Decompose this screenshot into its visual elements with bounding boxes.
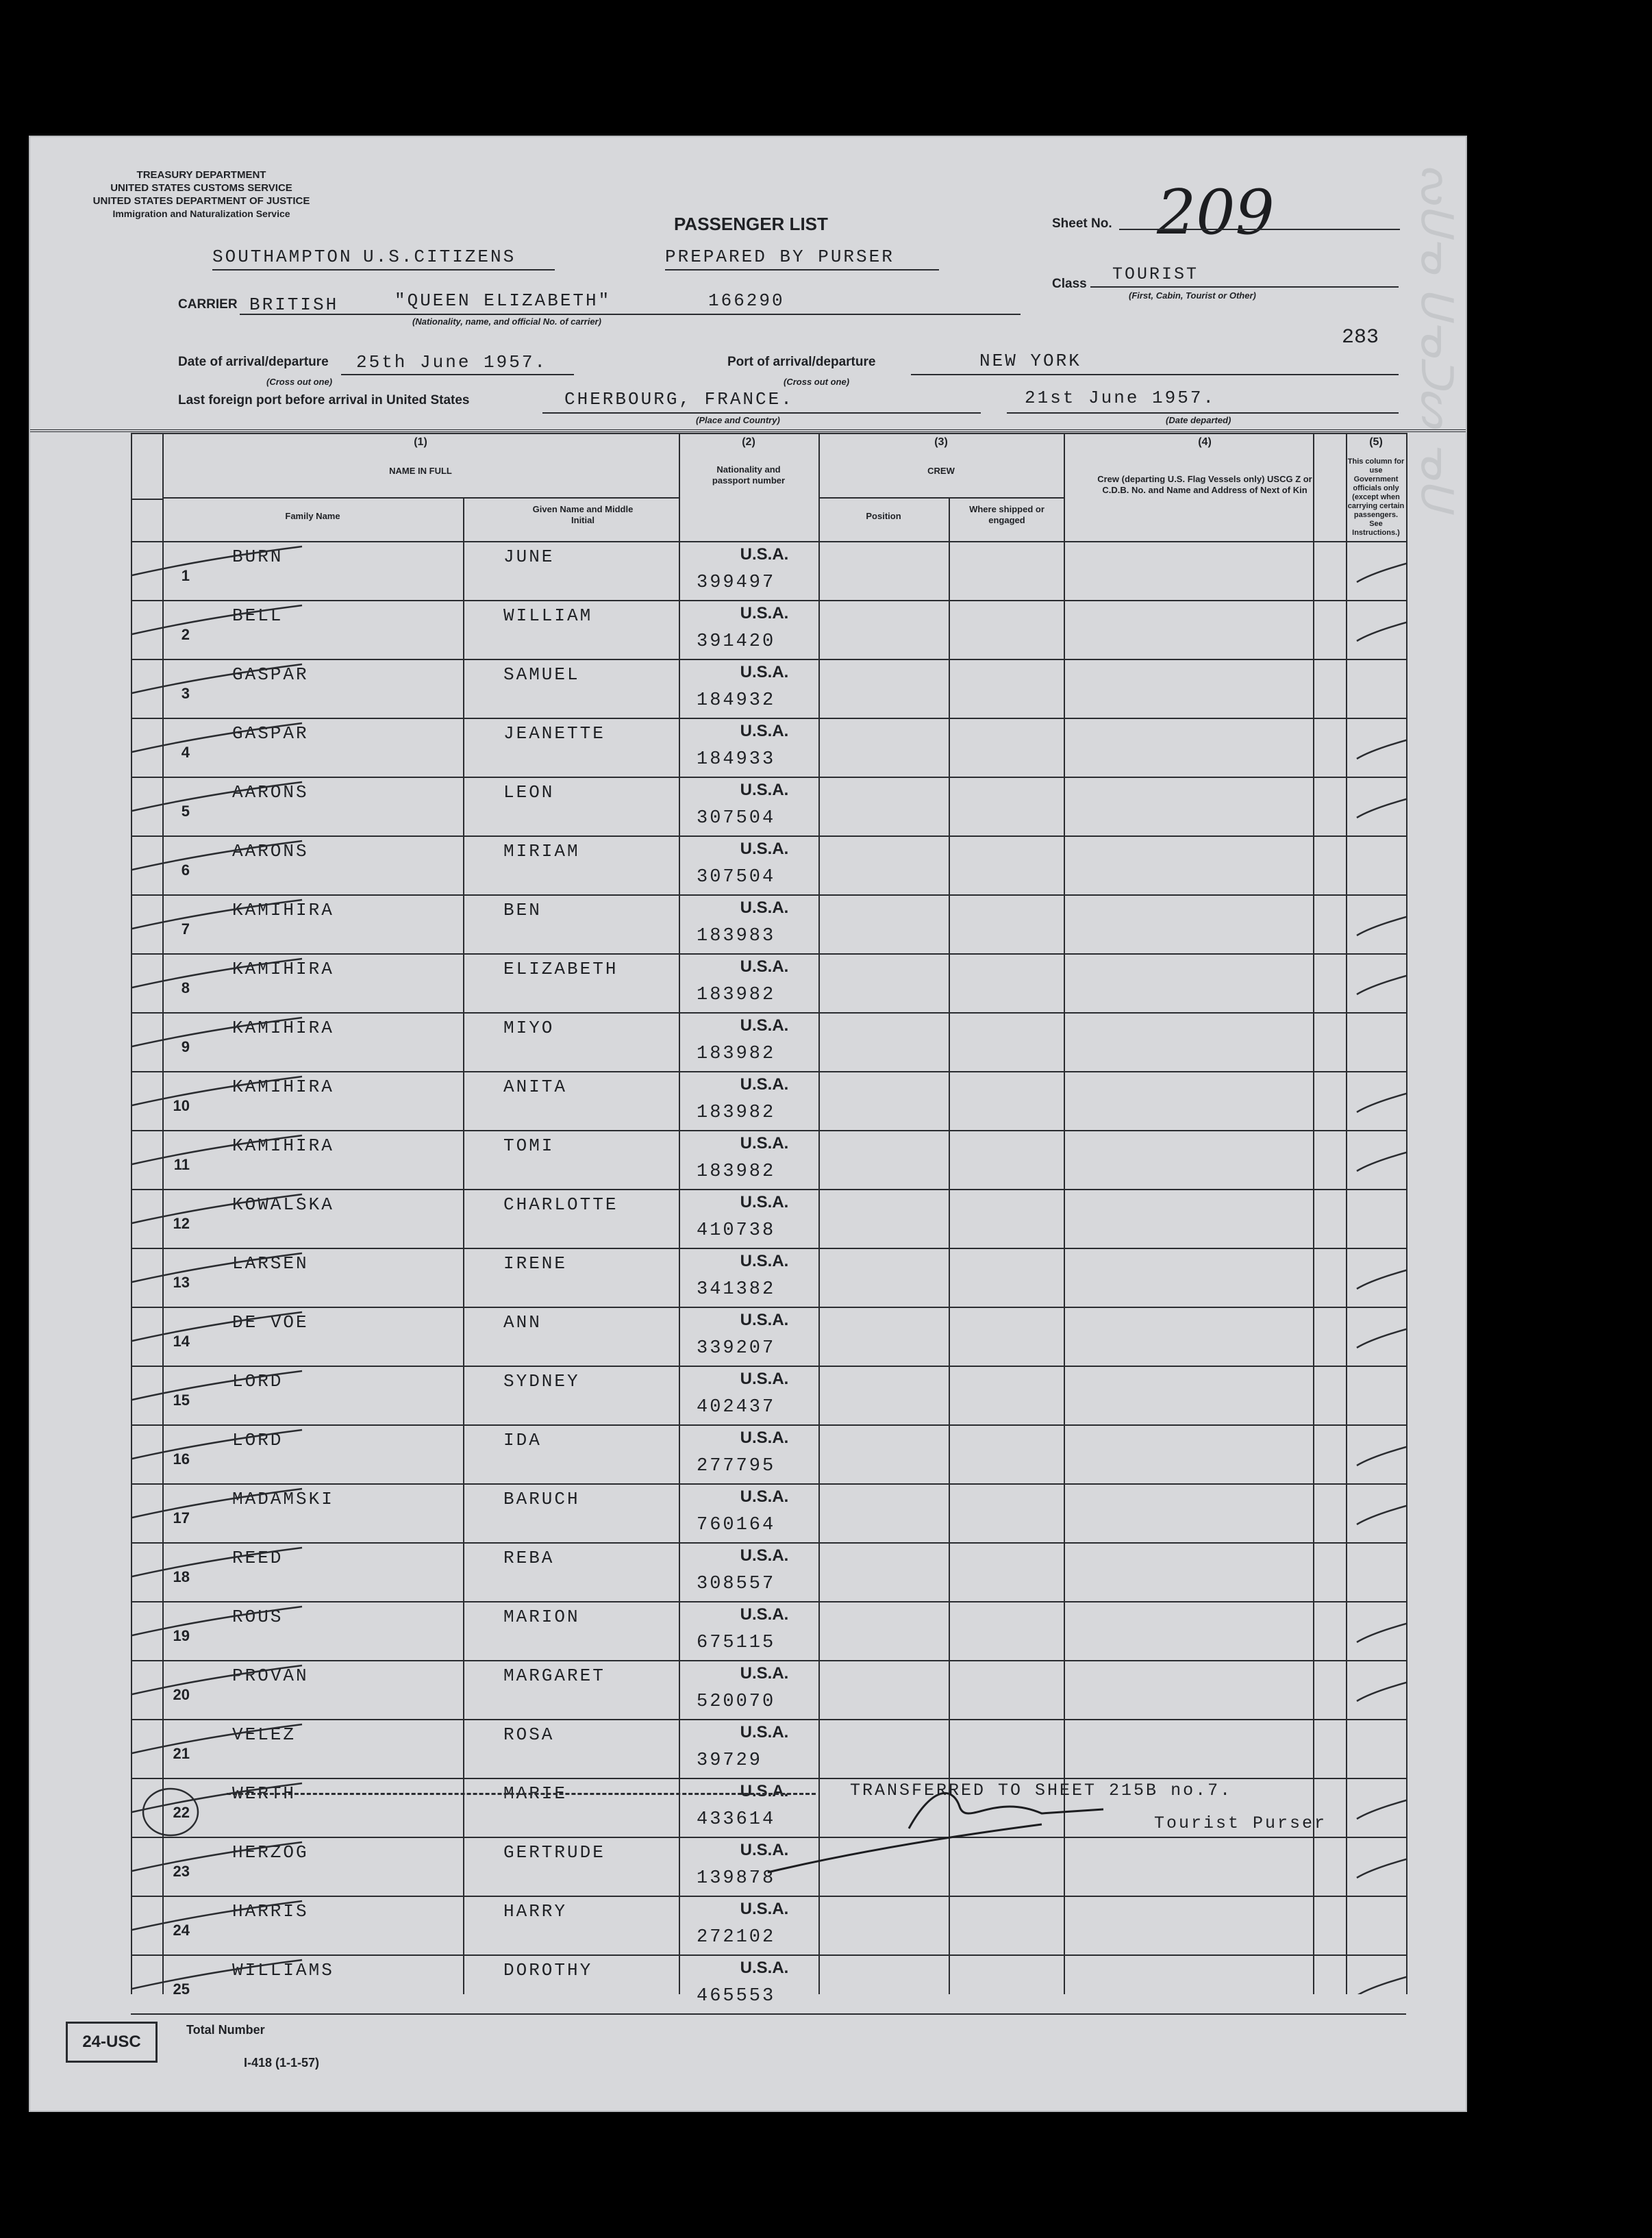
passport-number: 183982 [697, 1044, 776, 1064]
col5-title: This column for use Government officials only (except when carrying certain passengers. See Instructions.) [1347, 457, 1405, 537]
check-mark [131, 1842, 302, 1883]
agency-line: UNITED STATES CUSTOMS SERVICE [110, 182, 292, 194]
official-check-mark [1357, 615, 1406, 641]
passenger-table [131, 433, 1406, 2007]
official-check-mark [1357, 909, 1406, 935]
row-number: 7 [181, 920, 190, 938]
given-name: MIRIAM [503, 841, 580, 862]
arrival-label: Date of arrival/departure [178, 355, 329, 369]
check-mark [131, 664, 302, 705]
col4-number: (4) [1198, 436, 1212, 448]
given-name: TOMI [503, 1135, 555, 1156]
citizens-label: U.S.CITIZENS [363, 247, 516, 267]
carrier-nationality: BRITISH [249, 294, 339, 315]
given-name: SYDNEY [503, 1371, 580, 1392]
nationality: U.S.A. [740, 1841, 789, 1859]
check-mark [131, 723, 302, 764]
nationality: U.S.A. [740, 1487, 789, 1506]
handwritten-marks [131, 433, 1406, 1994]
passenger-list-sheet [29, 136, 1467, 2112]
nationality: U.S.A. [740, 957, 789, 976]
check-mark [131, 1312, 302, 1353]
family-name: DE VOE [232, 1312, 309, 1333]
given-name: MARIE [503, 1783, 568, 1804]
row-number: 19 [173, 1627, 190, 1644]
total-number-label: Total Number [186, 2023, 265, 2037]
nationality: U.S.A. [740, 898, 789, 917]
check-mark [131, 959, 302, 1000]
nationality: U.S.A. [740, 1193, 789, 1211]
check-mark [131, 1194, 302, 1235]
col1-title: NAME IN FULL [389, 466, 452, 476]
check-mark [131, 546, 302, 588]
given-name: IDA [503, 1430, 542, 1450]
nationality: U.S.A. [740, 1134, 789, 1153]
nationality: U.S.A. [740, 1900, 789, 1918]
sheet-no: 209 [1157, 177, 1275, 249]
family-name: AARONS [232, 841, 309, 862]
check-mark [131, 1665, 302, 1707]
family-name: KOWALSKA [232, 1194, 334, 1215]
passport-number: 402437 [697, 1397, 776, 1418]
family-name: HERZOG [232, 1842, 309, 1863]
given-name: MARION [503, 1607, 580, 1627]
given-name: JEANETTE [503, 723, 605, 744]
agency-block [78, 168, 325, 221]
class-label: Class [1052, 277, 1087, 291]
class-value: TOURIST [1112, 264, 1199, 284]
carrier-label: CARRIER [178, 297, 238, 312]
official-check-mark [1357, 556, 1406, 582]
row-number: 5 [181, 803, 190, 820]
given-name: MIYO [503, 1018, 555, 1038]
official-check-mark [1357, 1322, 1406, 1348]
passport-number: 675115 [697, 1633, 776, 1653]
prepared-by: PREPARED BY PURSER [665, 247, 894, 267]
check-mark [131, 1607, 302, 1648]
family-name: GASPAR [232, 664, 309, 685]
carrier-hint: (Nationality, name, and official No. of carrier) [412, 316, 601, 327]
family-name: KAMIHIRA [232, 1018, 334, 1038]
departed-date: 21st June 1957. [1025, 388, 1216, 408]
check-mark [131, 1489, 302, 1530]
given-name: ANN [503, 1312, 542, 1333]
family-name: HARRIS [232, 1901, 309, 1922]
check-mark [131, 1077, 302, 1118]
passport-number: 465553 [697, 1986, 776, 2007]
passport-number: 139878 [697, 1868, 776, 1889]
given-name: MARGARET [503, 1665, 605, 1686]
official-check-mark [1357, 1498, 1406, 1524]
sheet-no-label: Sheet No. [1052, 216, 1112, 231]
nationality: U.S.A. [740, 1782, 789, 1800]
passport-number: 183982 [697, 1161, 776, 1182]
bleed-through-text: ᔓᑌᓀ ᑌᓀᑐᔕ ᓀᑌ [1411, 164, 1462, 511]
row-number: 11 [173, 1156, 190, 1173]
family-name: VELEZ [232, 1724, 297, 1745]
nationality: U.S.A. [740, 1664, 789, 1683]
row-number: 24 [173, 1922, 190, 1939]
transfer-note: TRANSFERRED TO SHEET 215B no.7. [850, 1781, 1233, 1800]
given-name: WILLIAM [503, 605, 593, 626]
purser-signature [909, 1793, 1103, 1828]
page-title: PASSENGER LIST [674, 214, 828, 234]
nationality: U.S.A. [740, 1016, 789, 1035]
row-number: 16 [173, 1450, 190, 1468]
usc-stamp: 24-USC [66, 2022, 158, 2063]
agency-line: UNITED STATES DEPARTMENT OF JUSTICE [92, 195, 310, 207]
nationality: U.S.A. [740, 781, 789, 799]
nationality: U.S.A. [740, 1370, 789, 1388]
row-number: 23 [173, 1863, 190, 1880]
passport-number: 399497 [697, 573, 776, 593]
col3-number: (3) [934, 436, 948, 448]
given-name: LEON [503, 782, 555, 803]
agency-line: Immigration and Naturalization Service [112, 208, 290, 219]
row-number: 25 [173, 1981, 190, 1998]
passport-number: 277795 [697, 1456, 776, 1476]
check-mark [131, 782, 302, 823]
nationality: U.S.A. [740, 545, 789, 564]
passport-number: 39729 [697, 1750, 763, 1771]
family-name: PROVAN [232, 1665, 309, 1686]
given-name: IRENE [503, 1253, 568, 1274]
official-no: 166290 [708, 290, 785, 311]
family-name: LARSEN [232, 1253, 309, 1274]
given-name: ANITA [503, 1077, 568, 1097]
col3-title: CREW [927, 466, 955, 476]
nationality: U.S.A. [740, 722, 789, 740]
family-name: ROUS [232, 1607, 284, 1627]
passport-number: 341382 [697, 1279, 776, 1300]
official-check-mark [1357, 1086, 1406, 1112]
row-number: 15 [173, 1392, 190, 1409]
row-number: 3 [181, 685, 190, 702]
check-mark [131, 1960, 302, 1994]
port-from: SOUTHAMPTON [212, 247, 353, 267]
given-name: CHARLOTTE [503, 1194, 618, 1215]
official-check-mark [1357, 1616, 1406, 1642]
row-number: 9 [181, 1038, 190, 1055]
family-name: KAMIHIRA [232, 959, 334, 979]
col-family-name: Family Name [285, 511, 340, 521]
official-check-mark [1357, 1852, 1406, 1878]
nationality: U.S.A. [740, 1546, 789, 1565]
row-number: 2 [181, 626, 190, 643]
row-number: 17 [173, 1509, 190, 1526]
arrival-date: 25th June 1957. [356, 352, 548, 373]
check-mark [131, 900, 302, 941]
passport-number: 760164 [697, 1515, 776, 1535]
class-hint: (First, Cabin, Tourist or Other) [1129, 290, 1256, 301]
row-number: 18 [173, 1568, 190, 1585]
passport-number: 307504 [697, 808, 776, 829]
passport-number: 520070 [697, 1692, 776, 1712]
check-mark [131, 1724, 302, 1765]
purser-note: Tourist Purser [1154, 1813, 1327, 1833]
passport-number: 339207 [697, 1338, 776, 1359]
col2-number: (2) [742, 436, 755, 448]
check-mark [131, 1901, 302, 1942]
check-mark [131, 1371, 302, 1412]
row-number: 20 [173, 1686, 190, 1703]
row-number: 1 [181, 567, 190, 584]
family-name: WERTH [232, 1783, 297, 1804]
official-check-mark [1357, 968, 1406, 994]
row-number: 14 [173, 1333, 190, 1350]
check-mark [131, 605, 302, 646]
passport-number: 272102 [697, 1927, 776, 1948]
official-check-mark [1357, 792, 1406, 818]
passport-number: 308557 [697, 1574, 776, 1594]
stamp-no: 283 [1342, 326, 1379, 349]
given-name: HARRY [503, 1901, 568, 1922]
nationality: U.S.A. [740, 1959, 789, 1977]
nationality: U.S.A. [740, 604, 789, 623]
family-name: KAMIHIRA [232, 900, 334, 920]
row-number: 4 [181, 744, 190, 761]
check-mark [131, 841, 302, 882]
port-value: NEW YORK [979, 351, 1081, 371]
family-name: GASPAR [232, 723, 309, 744]
agency-line: TREASURY DEPARTMENT [136, 169, 266, 181]
family-name: KAMIHIRA [232, 1077, 334, 1097]
row-number: 13 [173, 1274, 190, 1291]
check-mark [131, 1430, 302, 1471]
passport-number: 183982 [697, 985, 776, 1005]
nationality: U.S.A. [740, 1723, 789, 1742]
check-mark [131, 1253, 302, 1294]
check-mark [131, 1548, 302, 1589]
given-name: ROSA [503, 1724, 555, 1745]
family-name: LORD [232, 1371, 284, 1392]
official-check-mark [1357, 1970, 1406, 1994]
port-label: Port of arrival/departure [727, 355, 876, 369]
given-name: GERTRUDE [503, 1842, 605, 1863]
official-check-mark [1357, 733, 1406, 759]
signature-stroke [768, 1824, 1042, 1872]
passport-number: 183983 [697, 926, 776, 946]
official-check-mark [1357, 1675, 1406, 1701]
official-check-mark [1357, 1263, 1406, 1289]
nationality: U.S.A. [740, 1605, 789, 1624]
family-name: MADAMSKI [232, 1489, 334, 1509]
form-number: I-418 (1-1-57) [244, 2056, 320, 2070]
col2-title: Nationality and passport number [712, 464, 786, 486]
check-mark [131, 1018, 302, 1059]
nationality: U.S.A. [740, 663, 789, 681]
given-name: JUNE [503, 546, 555, 567]
family-name: AARONS [232, 782, 309, 803]
passport-number: 307504 [697, 867, 776, 888]
ship-name: "QUEEN ELIZABETH" [395, 290, 612, 311]
official-check-mark [1357, 1439, 1406, 1466]
given-name: BEN [503, 900, 542, 920]
last-port-value: CHERBOURG, FRANCE. [564, 389, 794, 410]
family-name: KAMIHIRA [232, 1135, 334, 1156]
official-check-mark [1357, 1793, 1406, 1819]
row-number: 10 [173, 1097, 190, 1114]
passport-number: 391420 [697, 631, 776, 652]
given-name: REBA [503, 1548, 555, 1568]
official-check-mark [1357, 1145, 1406, 1171]
passport-number: 184932 [697, 690, 776, 711]
col-given-name: Given Name and Middle Initial [532, 504, 634, 525]
row-number: 6 [181, 862, 190, 879]
nationality: U.S.A. [740, 1429, 789, 1447]
passport-number: 410738 [697, 1220, 776, 1241]
nationality: U.S.A. [740, 1075, 789, 1094]
cross-out-hint: (Cross out one) [784, 377, 850, 387]
place-hint: (Place and Country) [696, 415, 780, 425]
passport-number: 183982 [697, 1103, 776, 1123]
col4-title: Crew (departing U.S. Flag Vessels only) USCG Z or C.D.B. No. and Name and Address of Next of Kin [1097, 474, 1312, 495]
circle-mark [143, 1789, 198, 1835]
col-position: Position [866, 511, 901, 521]
family-name: WILLIAMS [232, 1960, 334, 1981]
col1-number: (1) [414, 436, 427, 448]
given-name: DOROTHY [503, 1960, 593, 1981]
last-port-label: Last foreign port before arrival in United States [178, 393, 470, 407]
given-name: BARUCH [503, 1489, 580, 1509]
check-mark [131, 1783, 302, 1824]
given-name: SAMUEL [503, 664, 580, 685]
col-where-shipped: Where shipped or engaged [969, 504, 1044, 525]
passport-number: 184933 [697, 749, 776, 770]
family-name: BELL [232, 605, 284, 626]
check-mark [131, 1135, 302, 1177]
nationality: U.S.A. [740, 1311, 789, 1329]
cross-out-hint: (Cross out one) [266, 377, 333, 387]
row-number: 22 [173, 1804, 190, 1821]
passport-number: 433614 [697, 1809, 776, 1830]
nationality: U.S.A. [740, 1252, 789, 1270]
family-name: LORD [232, 1430, 284, 1450]
given-name: ELIZABETH [503, 959, 618, 979]
departed-hint: (Date departed) [1166, 415, 1231, 425]
row-number: 8 [181, 979, 190, 996]
row-number: 12 [173, 1215, 190, 1232]
family-name: REED [232, 1548, 284, 1568]
family-name: BURN [232, 546, 284, 567]
col5-number: (5) [1369, 436, 1383, 448]
row-number: 21 [173, 1745, 190, 1762]
nationality: U.S.A. [740, 840, 789, 858]
